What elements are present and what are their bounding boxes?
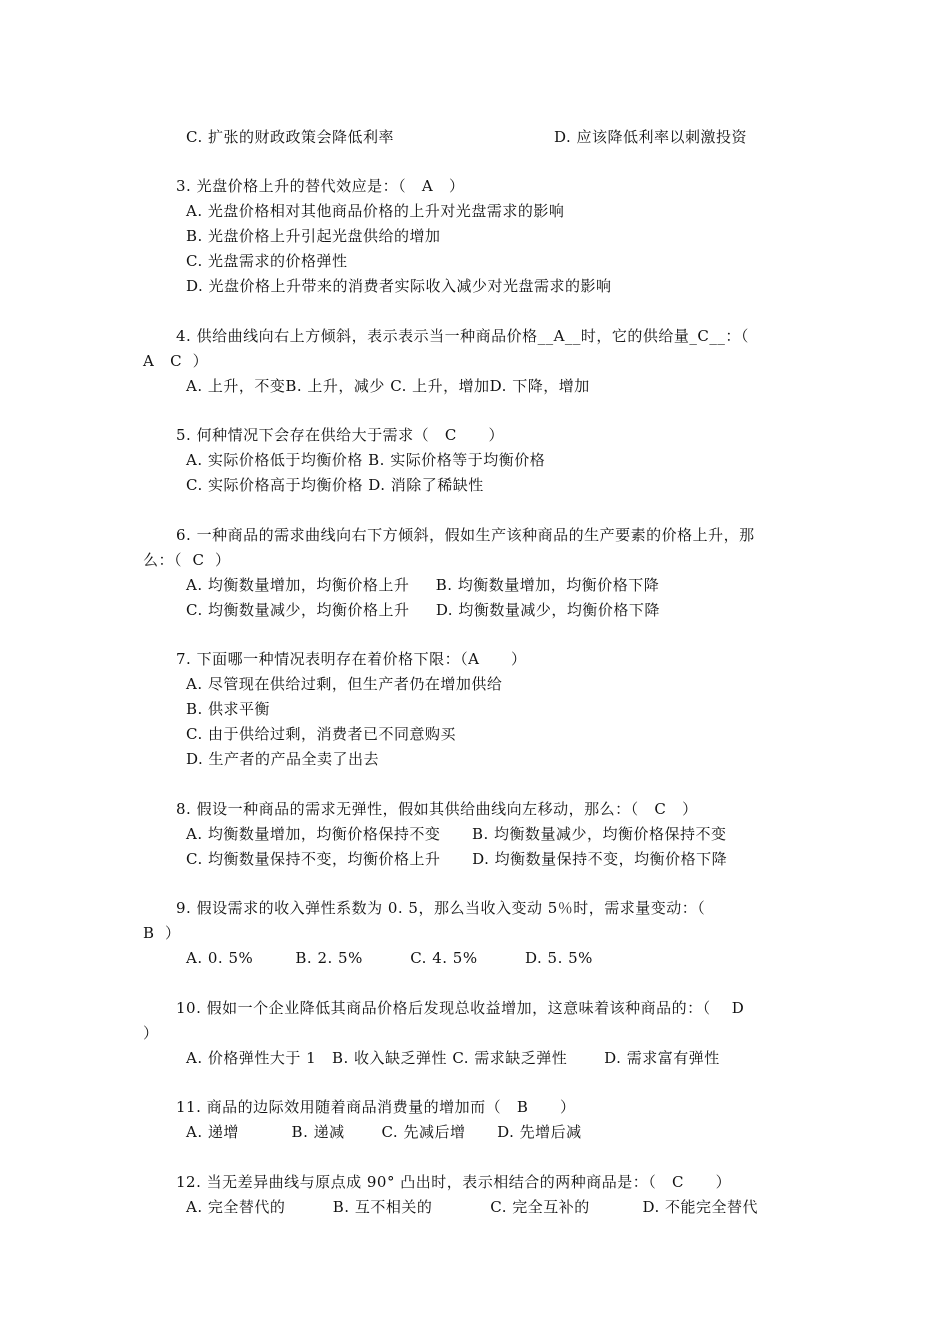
option-d-q3: D. 光盘价格上升带来的消费者实际收入减少对光盘需求的影响 bbox=[186, 277, 612, 295]
question-3: 3. 光盘价格上升的替代效应是：（ A ） bbox=[176, 177, 465, 195]
option-d-q2: D. 应该降低利率以刺激投资 bbox=[554, 128, 748, 146]
option-c-q7: C. 由于供给过剩，消费者已不同意购买 bbox=[186, 725, 456, 743]
option-b-q3: B. 光盘价格上升引起光盘供给的增加 bbox=[186, 227, 441, 245]
question-10: 10. 假如一个企业降低其商品价格后发现总收益增加，这意味着该种商品的：（ D bbox=[176, 999, 745, 1017]
options-cd-q6: C. 均衡数量减少，均衡价格上升 D. 均衡数量减少，均衡价格下降 bbox=[186, 601, 660, 619]
question-7: 7. 下面哪一种情况表明存在着价格下限：（A ） bbox=[176, 650, 527, 668]
options-q12: A. 完全替代的 B. 互不相关的 C. 完全互补的 D. 不能完全替代 bbox=[186, 1198, 758, 1216]
question-9-continued: B ） bbox=[143, 924, 181, 942]
question-6: 6. 一种商品的需求曲线向右下方倾斜，假如生产该种商品的生产要素的价格上升，那 bbox=[176, 526, 755, 544]
question-4-continued: A C ） bbox=[143, 352, 209, 370]
question-5: 5. 何种情况下会存在供给大于需求（ C ） bbox=[176, 426, 504, 444]
option-b-q7: B. 供求平衡 bbox=[186, 700, 271, 718]
option-a-q3: A. 光盘价格相对其他商品价格的上升对光盘需求的影响 bbox=[186, 202, 565, 220]
options-q9: A. 0. 5% B. 2. 5% C. 4. 5% D. 5. 5% bbox=[186, 949, 593, 967]
question-12: 12. 当无差异曲线与原点成 90° 凸出时，表示相结合的两种商品是：（ C ） bbox=[176, 1173, 732, 1191]
question-6-continued: 么：（ C ） bbox=[143, 551, 231, 569]
options-ab-q6: A. 均衡数量增加，均衡价格上升 B. 均衡数量增加，均衡价格下降 bbox=[186, 576, 660, 594]
question-11: 11. 商品的边际效用随着商品消费量的增加而（ B ） bbox=[176, 1098, 576, 1116]
options-q4: A. 上升，不变B. 上升，减少 C. 上升，增加D. 下降，增加 bbox=[186, 377, 590, 395]
question-10-continued: ） bbox=[143, 1024, 159, 1042]
option-c-q3: C. 光盘需求的价格弹性 bbox=[186, 252, 348, 270]
option-c-q2: C. 扩张的财政政策会降低利率 bbox=[186, 128, 394, 146]
options-cd-q8: C. 均衡数量保持不变，均衡价格上升 D. 均衡数量保持不变，均衡价格下降 bbox=[186, 850, 728, 868]
options-cd-q5: C. 实际价格高于均衡价格 D. 消除了稀缺性 bbox=[186, 476, 484, 494]
options-q11: A. 递增 B. 递减 C. 先减后增 D. 先增后减 bbox=[186, 1123, 582, 1141]
question-4: 4. 供给曲线向右上方倾斜，表示表示当一种商品价格__A__时，它的供给量_C__：（ bbox=[176, 327, 749, 345]
options-ab-q5: A. 实际价格低于均衡价格 B. 实际价格等于均衡价格 bbox=[186, 451, 546, 469]
option-a-q7: A. 尽管现在供给过剩，但生产者仍在增加供给 bbox=[186, 675, 503, 693]
question-8: 8. 假设一种商品的需求无弹性，假如其供给曲线向左移动，那么：（ C ） bbox=[176, 800, 698, 818]
option-d-q7: D. 生产者的产品全卖了出去 bbox=[186, 750, 380, 768]
options-ab-q8: A. 均衡数量增加，均衡价格保持不变 B. 均衡数量减少，均衡价格保持不变 bbox=[186, 825, 727, 843]
options-q10: A. 价格弹性大于 1 B. 收入缺乏弹性 C. 需求缺乏弹性 D. 需求富有弹性 bbox=[186, 1049, 720, 1067]
question-9: 9. 假设需求的收入弹性系数为 0. 5，那么当收入变动 5％时，需求量变动：（ bbox=[176, 899, 706, 917]
